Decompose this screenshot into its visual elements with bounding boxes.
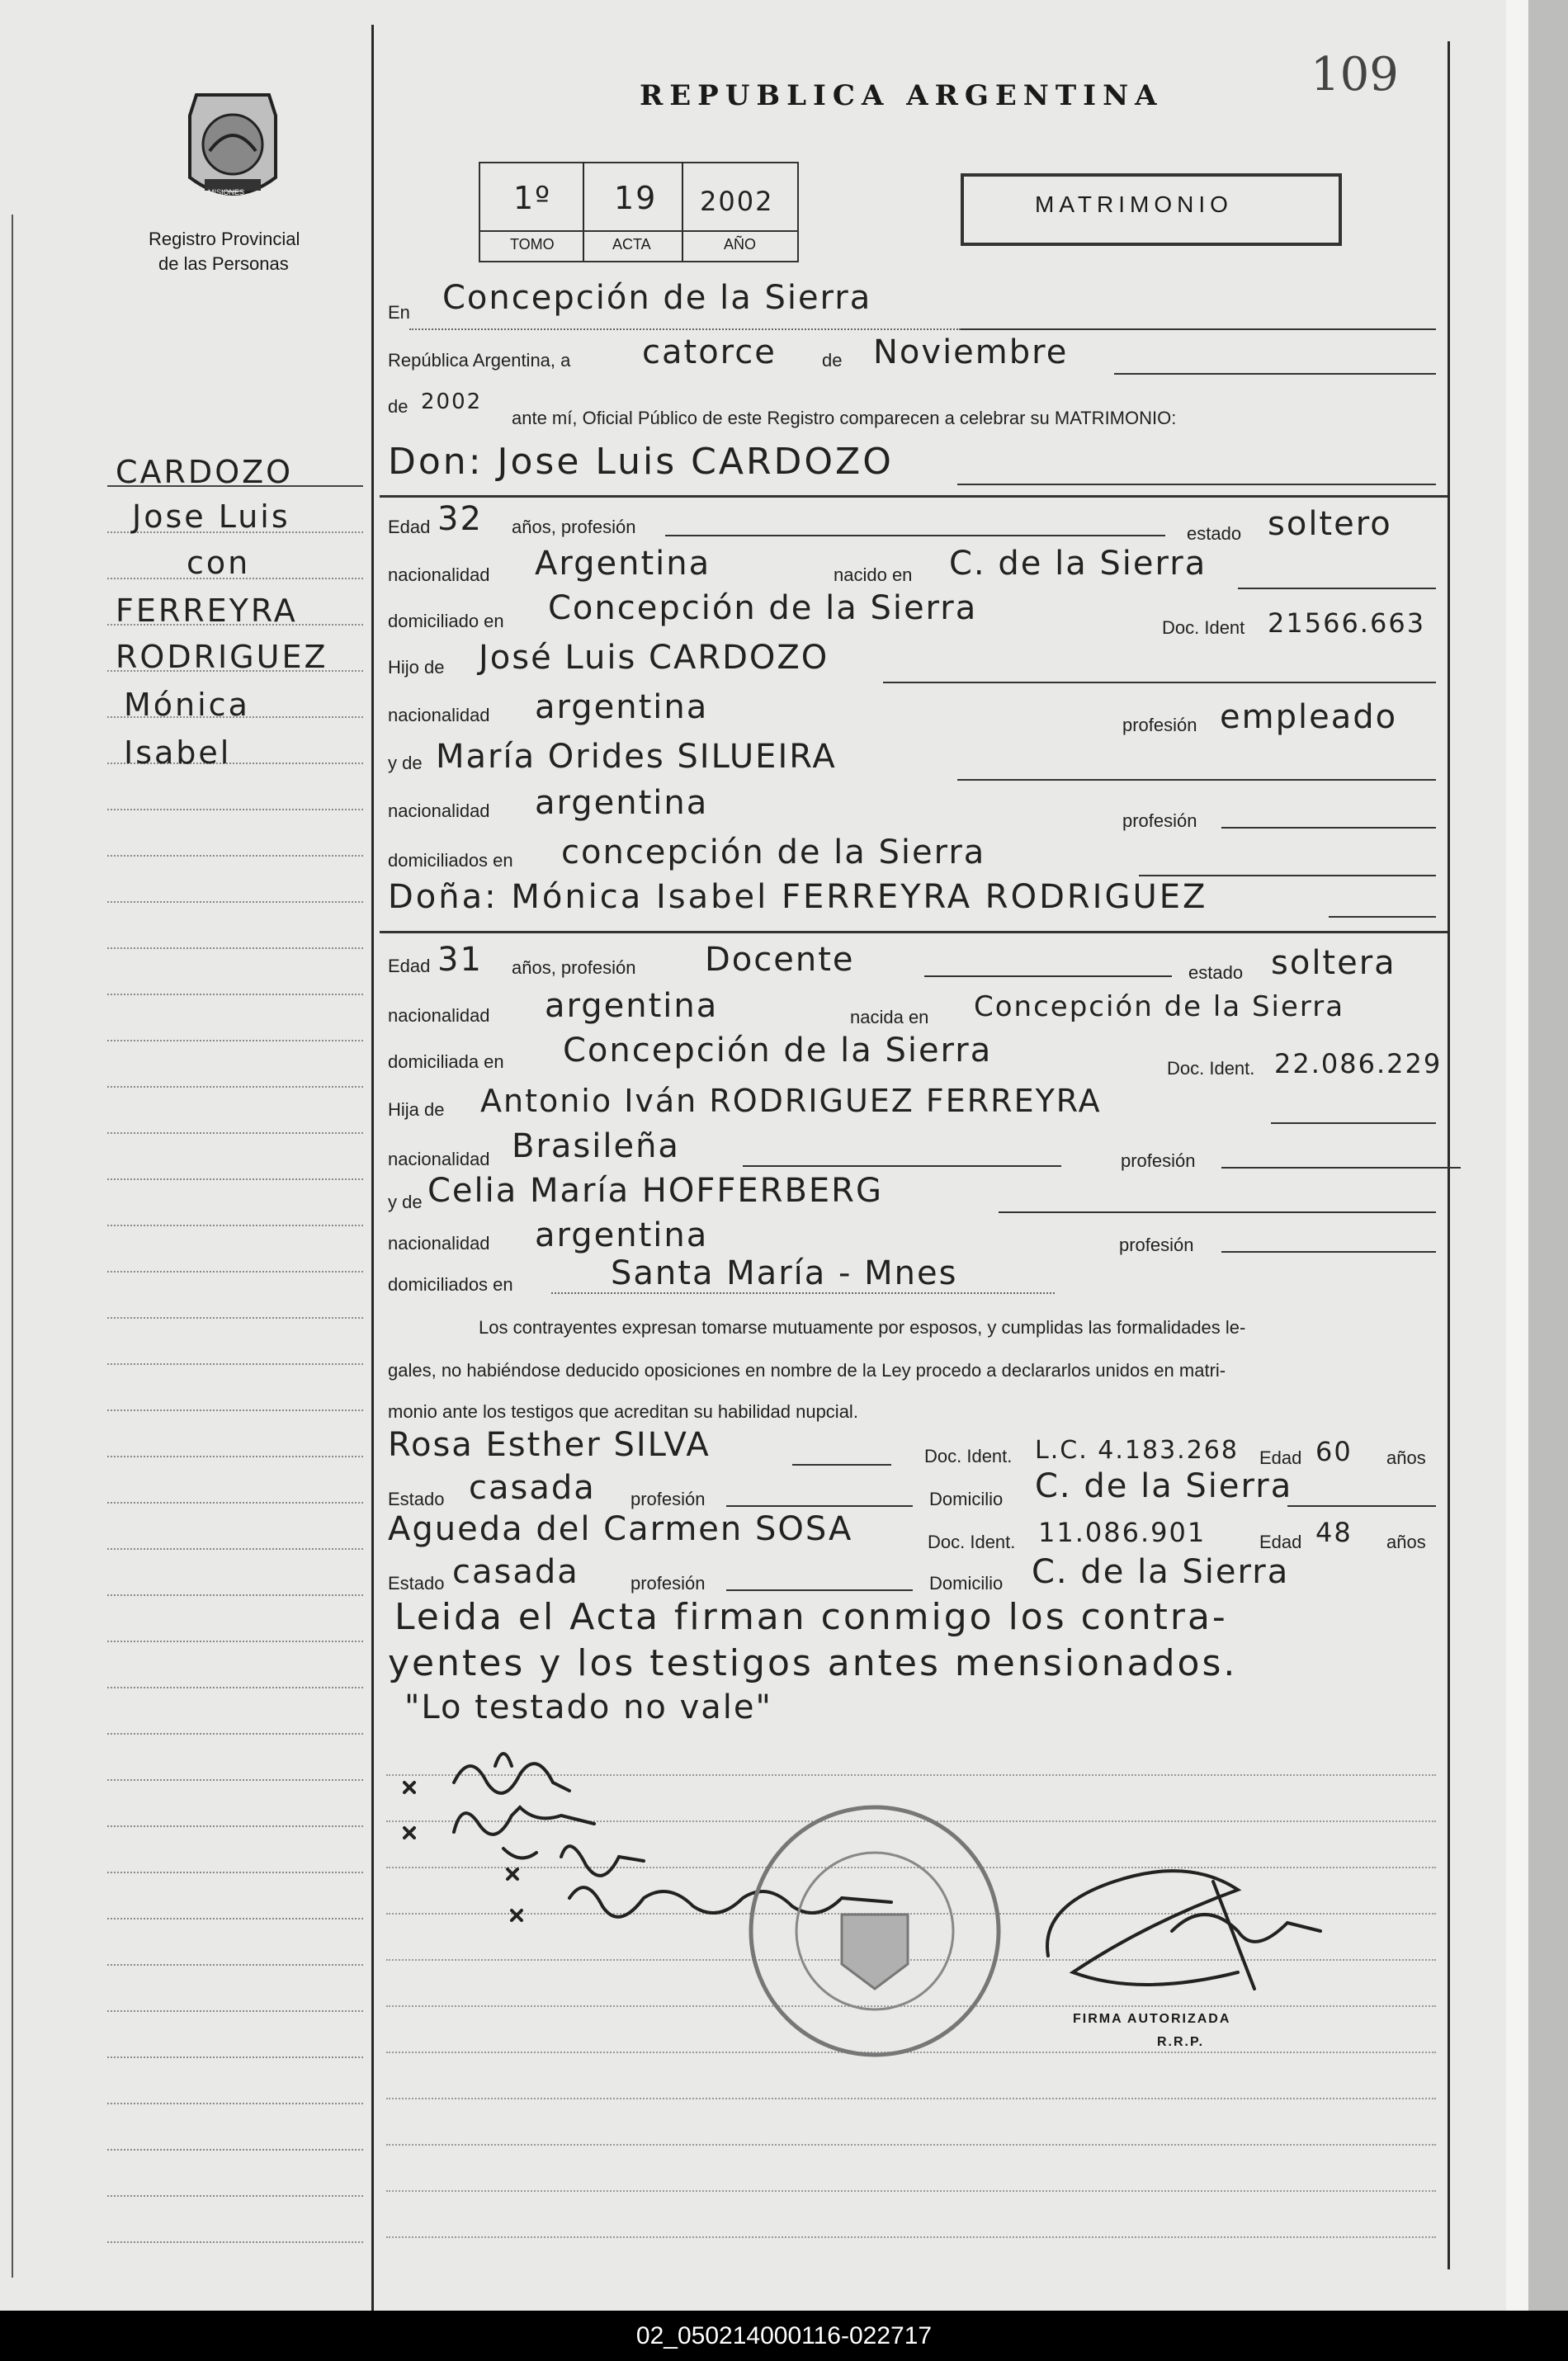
groom-parents-dom-label: domiciliados en xyxy=(388,850,513,871)
official-stamp-icon xyxy=(743,1799,1007,2063)
closing-line: yentes y los testigos antes mensionados. xyxy=(388,1642,1238,1684)
bride-nac-label: nacionalidad xyxy=(388,1005,490,1026)
fill-line xyxy=(726,1589,913,1591)
tomo-value: 1º xyxy=(513,180,552,216)
bride-parents-dom-label: domiciliados en xyxy=(388,1274,513,1295)
fill-line xyxy=(957,484,1436,485)
section-rule xyxy=(380,931,1448,933)
witness1-anos-label: años xyxy=(1386,1447,1426,1468)
bride-mother: Celia María HOFFERBERG xyxy=(427,1172,883,1210)
fill-line xyxy=(792,1464,891,1466)
fill-line xyxy=(1287,1505,1436,1507)
groom-father-nac: argentina xyxy=(535,688,709,726)
fill-line xyxy=(1139,875,1436,876)
groom-profesion-label: años, profesión xyxy=(512,517,636,537)
registry-name-line2: de las Personas xyxy=(158,253,289,274)
groom-father-prof: empleado xyxy=(1220,698,1398,736)
witness1-estado: casada xyxy=(469,1469,596,1507)
groom-domicilio: Concepción de la Sierra xyxy=(548,589,978,627)
closing-line: "Lo testado no vale" xyxy=(404,1688,772,1726)
ano-value: 2002 xyxy=(700,186,774,217)
bride-age: 31 xyxy=(437,941,483,979)
groom-mother: María Orides SILUEIRA xyxy=(436,738,837,776)
margin-note-line: Mónica xyxy=(124,687,250,723)
bride-doc-label: Doc. Ident. xyxy=(1167,1058,1255,1079)
page-number: 109 xyxy=(1311,48,1399,102)
fill-line xyxy=(1271,1122,1436,1124)
left-edge xyxy=(12,215,13,2278)
groom-nac-label: nacionalidad xyxy=(388,564,490,585)
groom-dom-label: domiciliado en xyxy=(388,611,504,631)
margin-note-line: Jose Luis xyxy=(132,498,290,535)
ano-label: AÑO xyxy=(724,236,757,253)
bride-edad-label: Edad xyxy=(388,956,431,976)
groom-estado-label: estado xyxy=(1187,523,1242,544)
fill-line xyxy=(999,1211,1436,1213)
bride-nacida-label: nacida en xyxy=(850,1007,929,1027)
binding-edge xyxy=(1528,0,1568,2311)
witness1-age: 60 xyxy=(1315,1436,1353,1467)
bride-father: Antonio Iván RODRIGUEZ FERREYRA xyxy=(480,1083,1102,1119)
groom-parents-dom: concepción de la Sierra xyxy=(561,833,986,871)
fill-line xyxy=(1238,588,1436,589)
bride-birthplace: Concepción de la Sierra xyxy=(974,990,1345,1023)
image-caption: 02_050214000116-022717 xyxy=(0,2311,1568,2361)
groom-estado: soltero xyxy=(1268,505,1392,543)
country-title: REPUBLICA ARGENTINA xyxy=(640,79,1164,112)
witness2-edad-label: Edad xyxy=(1259,1532,1302,1552)
declaration-line: gales, no habiéndose deducido oposiciones en nombre de la Ley procedo a declararlos unidos en matri- xyxy=(388,1360,1226,1381)
witness2-doc: 11.086.901 xyxy=(1038,1517,1207,1548)
groom-father-nac-label: nacionalidad xyxy=(388,705,490,725)
bride-hija-label: Hija de xyxy=(388,1099,445,1120)
fill-line xyxy=(409,328,961,330)
fill-line xyxy=(883,682,1436,683)
witness2-doc-label: Doc. Ident. xyxy=(928,1532,1016,1552)
fill-line xyxy=(551,1292,1055,1294)
fill-line xyxy=(924,975,1172,977)
groom-mother-nac: argentina xyxy=(535,784,709,822)
seal-label: MISIONES xyxy=(208,188,245,196)
fill-line xyxy=(1221,1167,1461,1169)
bride-name: Doña: Mónica Isabel FERREYRA RODRIGUEZ xyxy=(388,878,1208,916)
official-signature xyxy=(1023,1832,1353,2014)
witness1-name: Rosa Esther SILVA xyxy=(388,1426,711,1464)
witness1-dom-label: Domicilio xyxy=(929,1489,1004,1509)
margin-note-line: Isabel xyxy=(124,734,232,771)
fill-line xyxy=(1114,373,1436,375)
fill-line xyxy=(1329,916,1436,918)
fill-line xyxy=(665,535,1165,536)
month-value: Noviembre xyxy=(873,333,1069,371)
witness2-estado: casada xyxy=(452,1553,579,1591)
fill-line xyxy=(961,328,1436,330)
witness2-domicilio: C. de la Sierra xyxy=(1032,1553,1290,1591)
witness2-anos-label: años xyxy=(1386,1532,1426,1552)
witness1-edad-label: Edad xyxy=(1259,1447,1302,1468)
margin-divider xyxy=(371,25,374,2311)
fill-line xyxy=(1221,827,1436,829)
year-prefix-label: de xyxy=(388,396,409,417)
bride-profesion: Docente xyxy=(705,941,855,979)
bride-dom-label: domiciliada en xyxy=(388,1051,504,1072)
day-value: catorce xyxy=(642,333,777,371)
section-rule xyxy=(380,495,1448,498)
groom-father-prof-label: profesión xyxy=(1122,715,1197,735)
groom-edad-label: Edad xyxy=(388,517,431,537)
closing-line: Leida el Acta firman conmigo los contra- xyxy=(394,1596,1228,1638)
bride-estado-label: estado xyxy=(1188,962,1244,983)
fill-line xyxy=(743,1165,1061,1167)
acta-label: ACTA xyxy=(612,236,651,253)
witness1-domicilio: C. de la Sierra xyxy=(1035,1467,1293,1505)
margin-note-line: RODRIGUEZ xyxy=(116,639,328,675)
record-box-rule xyxy=(479,230,797,232)
witness2-profesion-label: profesión xyxy=(631,1573,706,1594)
acta-value: 19 xyxy=(614,180,658,216)
bride-profesion-label: años, profesión xyxy=(512,957,636,978)
authorized-registry-label: R.R.P. xyxy=(1157,2035,1205,2049)
groom-nacido-label: nacido en xyxy=(834,564,913,585)
bride-domicilio: Concepción de la Sierra xyxy=(563,1032,993,1070)
place-value: Concepción de la Sierra xyxy=(442,279,872,317)
witness1-doc-label: Doc. Ident. xyxy=(924,1446,1013,1466)
bride-mother-nac-label: nacionalidad xyxy=(388,1233,490,1254)
bride-doc: 22.086.229 xyxy=(1274,1048,1443,1079)
witness2-age: 48 xyxy=(1315,1517,1353,1548)
witness1-doc: L.C. 4.183.268 xyxy=(1035,1436,1239,1465)
en-label: En xyxy=(388,302,410,323)
groom-name: Don: Jose Luis CARDOZO xyxy=(388,441,894,483)
groom-doc: 21566.663 xyxy=(1268,607,1426,639)
bride-estado: soltera xyxy=(1271,944,1396,982)
fill-line xyxy=(957,779,1436,781)
bride-yde-label: y de xyxy=(388,1192,423,1212)
groom-doc-label: Doc. Ident xyxy=(1162,617,1245,638)
fill-line xyxy=(726,1505,913,1507)
authorized-signature-label: FIRMA AUTORIZADA xyxy=(1073,2012,1231,2026)
bride-parents-dom: Santa María - Mnes xyxy=(611,1254,958,1292)
bride-father-nac: Brasileña xyxy=(512,1127,680,1165)
groom-hijo-label: Hijo de xyxy=(388,657,445,678)
act-type: MATRIMONIO xyxy=(1035,191,1233,217)
margin-note-line: con xyxy=(187,545,251,581)
groom-father: José Luis CARDOZO xyxy=(479,639,829,677)
bride-father-prof-label: profesión xyxy=(1121,1150,1196,1171)
intro-text: ante mí, Oficial Público de este Registro comparecen a celebrar su MATRIMONIO: xyxy=(512,408,1177,428)
groom-nacionalidad: Argentina xyxy=(535,545,711,583)
bride-mother-nac: argentina xyxy=(535,1216,709,1254)
right-border xyxy=(1448,41,1450,2269)
declaration-line: Los contrayentes expresan tomarse mutuamente por esposos, y cumplidas las formalidades le- xyxy=(479,1317,1246,1338)
groom-mother-prof-label: profesión xyxy=(1122,810,1197,831)
declaration-line: monio ante los testigos que acreditan su habilidad nupcial. xyxy=(388,1401,858,1422)
groom-mother-nac-label: nacionalidad xyxy=(388,800,490,821)
fill-line xyxy=(1221,1251,1436,1253)
de-label: de xyxy=(822,350,843,371)
bride-mother-prof-label: profesión xyxy=(1119,1235,1194,1255)
tomo-label: TOMO xyxy=(510,236,555,253)
bride-nacionalidad: argentina xyxy=(545,987,719,1025)
witness1-estado-label: Estado xyxy=(388,1489,445,1509)
record-box-divider xyxy=(682,162,683,261)
witness2-dom-label: Domicilio xyxy=(929,1573,1004,1594)
republica-label: República Argentina, a xyxy=(388,350,571,371)
groom-age: 32 xyxy=(437,500,483,538)
record-box-divider xyxy=(583,162,584,261)
year-value: 2002 xyxy=(421,390,483,414)
margin-note-line: CARDOZO xyxy=(116,454,294,490)
witness2-name: Agueda del Carmen SOSA xyxy=(388,1510,853,1548)
witness2-estado-label: Estado xyxy=(388,1573,445,1594)
margin-note-line: FERREYRA xyxy=(116,593,298,629)
bride-father-nac-label: nacionalidad xyxy=(388,1149,490,1169)
groom-yde-label: y de xyxy=(388,753,423,773)
witness1-profesion-label: profesión xyxy=(631,1489,706,1509)
groom-birthplace: C. de la Sierra xyxy=(949,545,1207,583)
registry-name-line1: Registro Provincial xyxy=(149,229,300,249)
